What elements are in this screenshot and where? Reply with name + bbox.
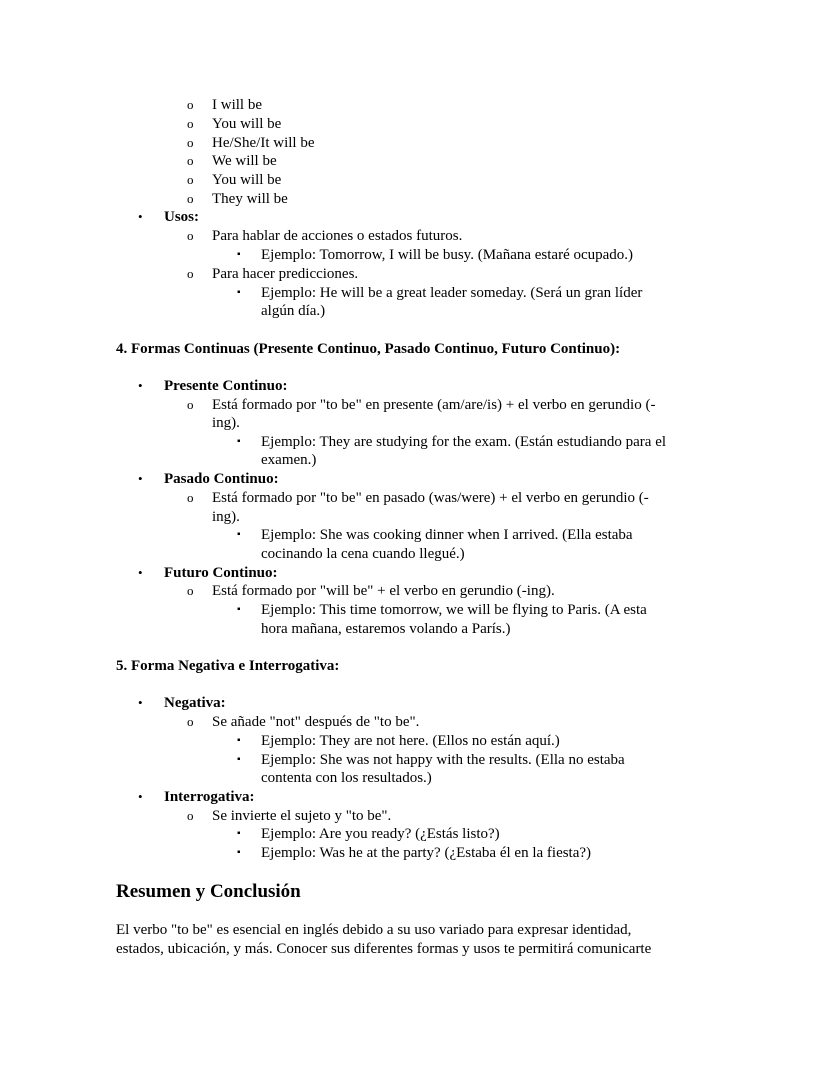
section-4-heading: 4. Formas Continuas (Presente Continuo, Pasado Continuo, Futuro Continuo): <box>116 341 621 357</box>
square-bullet-icon: ▪ <box>237 604 241 615</box>
list-item: He/She/It will be <box>212 135 315 151</box>
example-text: examen.) <box>261 452 317 468</box>
circle-bullet-icon: o <box>187 172 194 187</box>
disc-bullet-icon: • <box>138 471 143 486</box>
example-text: Ejemplo: Are you ready? (¿Estás listo?) <box>261 826 500 842</box>
circle-bullet-icon: o <box>187 153 194 168</box>
interrogativa-label: Interrogativa: <box>164 789 255 805</box>
list-item: We will be <box>212 153 277 169</box>
circle-bullet-icon: o <box>187 266 194 281</box>
square-bullet-icon: ▪ <box>237 249 241 260</box>
list-item: Se añade "not" después de "to be". <box>212 714 420 730</box>
square-bullet-icon: ▪ <box>237 754 241 765</box>
list-item: Está formado por "will be" + el verbo en gerundio (-ing). <box>212 583 555 599</box>
list-item: ing). <box>212 509 240 525</box>
resumen-paragraph-line: El verbo "to be" es esencial en inglés debido a su uso variado para expresar identidad, <box>116 922 632 938</box>
circle-bullet-icon: o <box>187 191 194 206</box>
example-text: Ejemplo: She was cooking dinner when I arrived. (Ella estaba <box>261 527 633 543</box>
resumen-heading: Resumen y Conclusión <box>116 881 301 902</box>
list-item: Para hablar de acciones o estados futuros. <box>212 228 463 244</box>
square-bullet-icon: ▪ <box>237 847 241 858</box>
example-text: Ejemplo: He will be a great leader someday. (Será un gran líder <box>261 285 643 301</box>
section-5-heading: 5. Forma Negativa e Interrogativa: <box>116 658 340 674</box>
circle-bullet-icon: o <box>187 135 194 150</box>
circle-bullet-icon: o <box>187 397 194 412</box>
list-item: Se invierte el sujeto y "to be". <box>212 808 392 824</box>
example-text: Ejemplo: They are not here. (Ellos no están aquí.) <box>261 733 560 749</box>
circle-bullet-icon: o <box>187 583 194 598</box>
list-item: Está formado por "to be" en pasado (was/were) + el verbo en gerundio (- <box>212 490 649 506</box>
list-item: ing). <box>212 415 240 431</box>
circle-bullet-icon: o <box>187 714 194 729</box>
list-item: You will be <box>212 116 282 132</box>
negativa-label: Negativa: <box>164 695 226 711</box>
square-bullet-icon: ▪ <box>237 287 241 298</box>
list-item: I will be <box>212 97 262 113</box>
resumen-paragraph-line: estados, ubicación, y más. Conocer sus diferentes formas y usos te permitirá comunicarte <box>116 941 652 957</box>
circle-bullet-icon: o <box>187 228 194 243</box>
presente-label: Presente Continuo: <box>164 378 288 394</box>
example-text: algún día.) <box>261 303 326 319</box>
list-item: They will be <box>212 191 288 207</box>
example-text: cocinando la cena cuando llegué.) <box>261 546 465 562</box>
circle-bullet-icon: o <box>187 490 194 505</box>
example-text: Ejemplo: This time tomorrow, we will be flying to Paris. (A esta <box>261 602 647 618</box>
example-text: Ejemplo: They are studying for the exam. (Están estudiando para el <box>261 434 667 450</box>
disc-bullet-icon: • <box>138 378 143 393</box>
circle-bullet-icon: o <box>187 97 194 112</box>
square-bullet-icon: ▪ <box>237 529 241 540</box>
square-bullet-icon: ▪ <box>237 436 241 447</box>
circle-bullet-icon: o <box>187 116 194 131</box>
disc-bullet-icon: • <box>138 565 143 580</box>
square-bullet-icon: ▪ <box>237 828 241 839</box>
list-item: Está formado por "to be" en presente (am/are/is) + el verbo en gerundio (- <box>212 397 656 413</box>
example-text: hora mañana, estaremos volando a París.) <box>261 621 511 637</box>
disc-bullet-icon: • <box>138 695 143 710</box>
circle-bullet-icon: o <box>187 808 194 823</box>
example-text: Ejemplo: She was not happy with the results. (Ella no estaba <box>261 752 625 768</box>
pasado-label: Pasado Continuo: <box>164 471 279 487</box>
disc-bullet-icon: • <box>138 789 143 804</box>
example-text: contenta con los resultados.) <box>261 770 432 786</box>
futuro-label: Futuro Continuo: <box>164 565 278 581</box>
list-item: Para hacer predicciones. <box>212 266 359 282</box>
square-bullet-icon: ▪ <box>237 735 241 746</box>
example-text: Ejemplo: Was he at the party? (¿Estaba él en la fiesta?) <box>261 845 592 861</box>
example-text: Ejemplo: Tomorrow, I will be busy. (Mañana estaré ocupado.) <box>261 247 634 263</box>
usos-label: Usos: <box>164 209 200 225</box>
disc-bullet-icon: • <box>138 209 143 224</box>
list-item: You will be <box>212 172 282 188</box>
